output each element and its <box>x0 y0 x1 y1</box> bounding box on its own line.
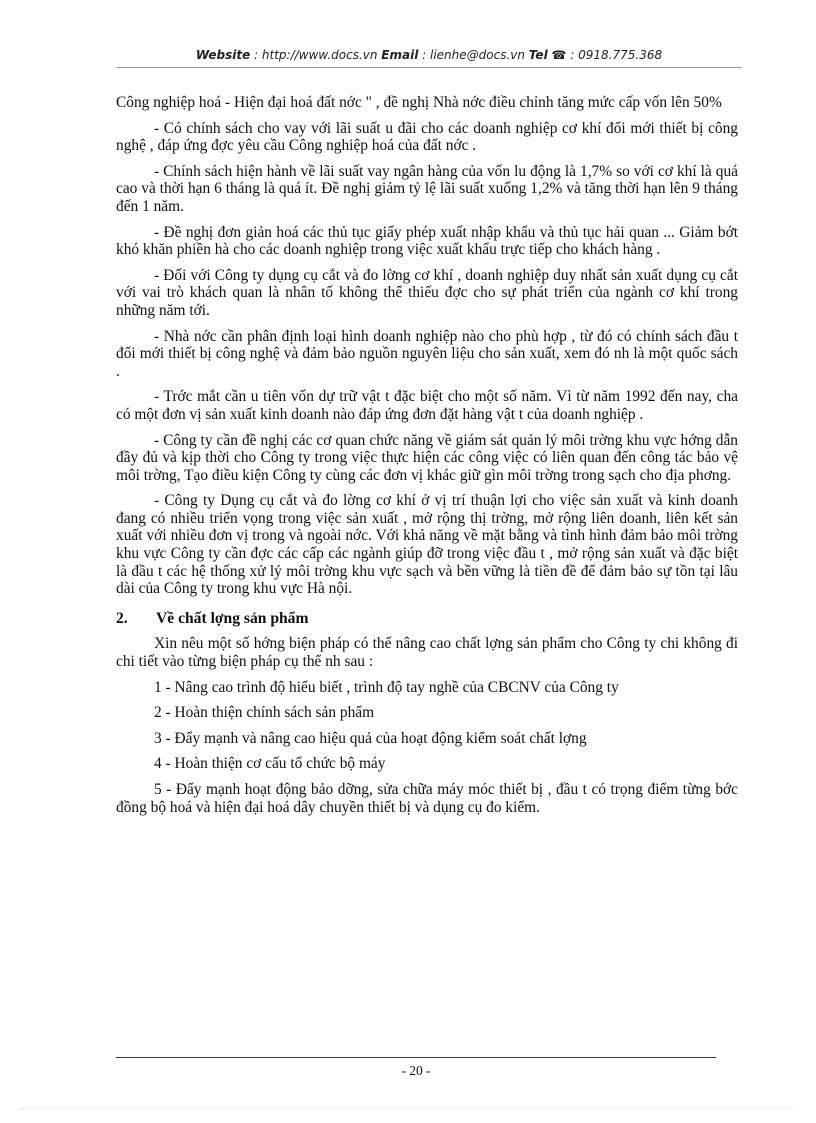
website-value: : http://www.docs.vn <box>250 48 382 62</box>
footer-divider <box>116 1057 716 1058</box>
section-intro: Xin nêu một số hớng biện pháp có thể nâng cao chất lợng sản phẩm cho Công ty chi không đi chi tiết vào từng biện pháp cụ thể nh sau : <box>116 635 738 671</box>
list-item: 2 - Hoàn thiện chính sách sản phẩm <box>154 704 375 722</box>
paragraph-interest-rate: - Chính sách hiện hành về lãi suất vay ngân hàng của vốn lu động là 1,7% so với cơ khí là quá cao và thời hạn 6 tháng là quá ít. Đề nghị giảm tỷ lệ lãi suất xuống 1,2% và tăng thời hạn lên 9 tháng đến 1 năm. <box>116 162 738 215</box>
email-value: : lienhe@docs.vn <box>418 48 529 62</box>
list-item: 1 - Nâng cao trình độ hiểu biết , trình độ tay nghề của CBCNV của Công ty <box>154 678 619 696</box>
paragraph-customs: - Đề nghị đơn giản hoá các thủ tục giấy phép xuất nhập khẩu và thủ tục hải quan ... Giảm bớt khó khăn phiền hà cho các doanh nghiệp trong việc xuất khẩu trực tiếp cho khách hàng . <box>116 223 738 259</box>
document-body <box>116 94 738 824</box>
tel-value: ☎ : 0918.775.368 <box>547 48 663 62</box>
paragraph-enterprise-type: - Nhà nớc cần phân định loại hình doanh nghiệp nào cho phù hợp , từ đó có chính sách đầu t đổi mới thiết bị công nghệ và đảm bảo nguồn nguyên liệu cho sản xuất, xem đó nh là một quốc sách . <box>116 327 738 380</box>
page-number: - 20 - <box>401 1063 431 1078</box>
list-item: 5 - Đẩy mạnh hoạt động bảo dỡng, sửa chữa máy móc thiết bị , đầu t có trọng điểm từng bớc đồng bộ hoá và hiện đại hoá dây chuyền thiết bị và dụng cụ đo kiểm. <box>116 781 738 816</box>
header-divider <box>116 67 742 68</box>
website-label: Website <box>195 48 251 62</box>
tel-label: Tel <box>528 48 548 62</box>
list-item: 3 - Đẩy mạnh và nâng cao hiệu quả của hoạt động kiểm soát chất lợng <box>154 729 587 747</box>
page-header <box>116 48 742 62</box>
page-bottom-border <box>20 1108 796 1109</box>
paragraph-location: - Công ty Dụng cụ cắt và đo lờng cơ khí ở vị trí thuận lợi cho việc sản xuất và kinh doanh đang có nhiều triển vọng trong việc sản xuất , mở rộng thị trờng, mở rộng liên doanh, liên kết sản xuất với nhiều đơn vị trong và ngoài nớc. Với khả năng về mặt bằng và tình hình đảm bảo môi trờng khu vực Công ty cần đợc các cấp các ngành giúp đỡ trong việc đầu t , mở rộng sản xuất và đặc biệt là đầu t các hệ thống xử lý môi trờng khu vực sạch và bền vững là tiền đề để đảm bảo sự tồn tại lâu dài của Công ty trong khu vực Hà nội. <box>116 492 738 598</box>
section-heading <box>116 610 738 628</box>
list-item: 4 - Hoàn thiện cơ cấu tổ chức bộ máy <box>154 755 386 773</box>
paragraph-environment: - Công ty cần đề nghị các cơ quan chức năng về giám sát quản lý môi trờng khu vực hớng dẫn đầy đủ và kịp thời cho Công ty trong việc thực hiện các công việc có liên quan đến công tác bảo vệ môi trờng, Tạo điều kiện Công ty cùng các đơn vị khác giữ gìn môi trờng trong sạch cho địa phơng. <box>116 431 738 484</box>
paragraph-reserve-capital: - Trớc mắt cần u tiên vốn dự trữ vật t đặc biệt cho một số năm. Vì từ năm 1992 đến nay, cha có một đơn vị sản xuất kinh doanh nào đáp ứng đơn đặt hàng vật t của doanh nghiệp . <box>116 388 738 423</box>
paragraph-company-role: - Đối với Công ty dụng cụ cắt và đo lờng cơ khí , doanh nghiệp duy nhất sản xuất dụng cụ cắt với vai trò khách quan là nhân tố không thể thiếu đợc cho sự phát triển của ngành cơ khí trong những năm tới. <box>116 266 738 319</box>
email-label: Email <box>381 48 419 62</box>
section-number: 2. <box>116 609 128 627</box>
paragraph-continuation: Công nghiệp hoá - Hiện đại hoá đất nớc " , đề nghị Nhà nớc điều chỉnh tăng mức cấp vốn lên 50% <box>116 94 722 111</box>
paragraph-preferential-loans: - Có chính sách cho vay với lãi suất u đãi cho các doanh nghiệp cơ khí đổi mới thiết bị công nghệ , đáp ứng đợc yêu cầu Công nghiệp hoá của đất nớc . <box>116 119 738 155</box>
section-title: Về chất lợng sản phẩm <box>156 609 309 627</box>
